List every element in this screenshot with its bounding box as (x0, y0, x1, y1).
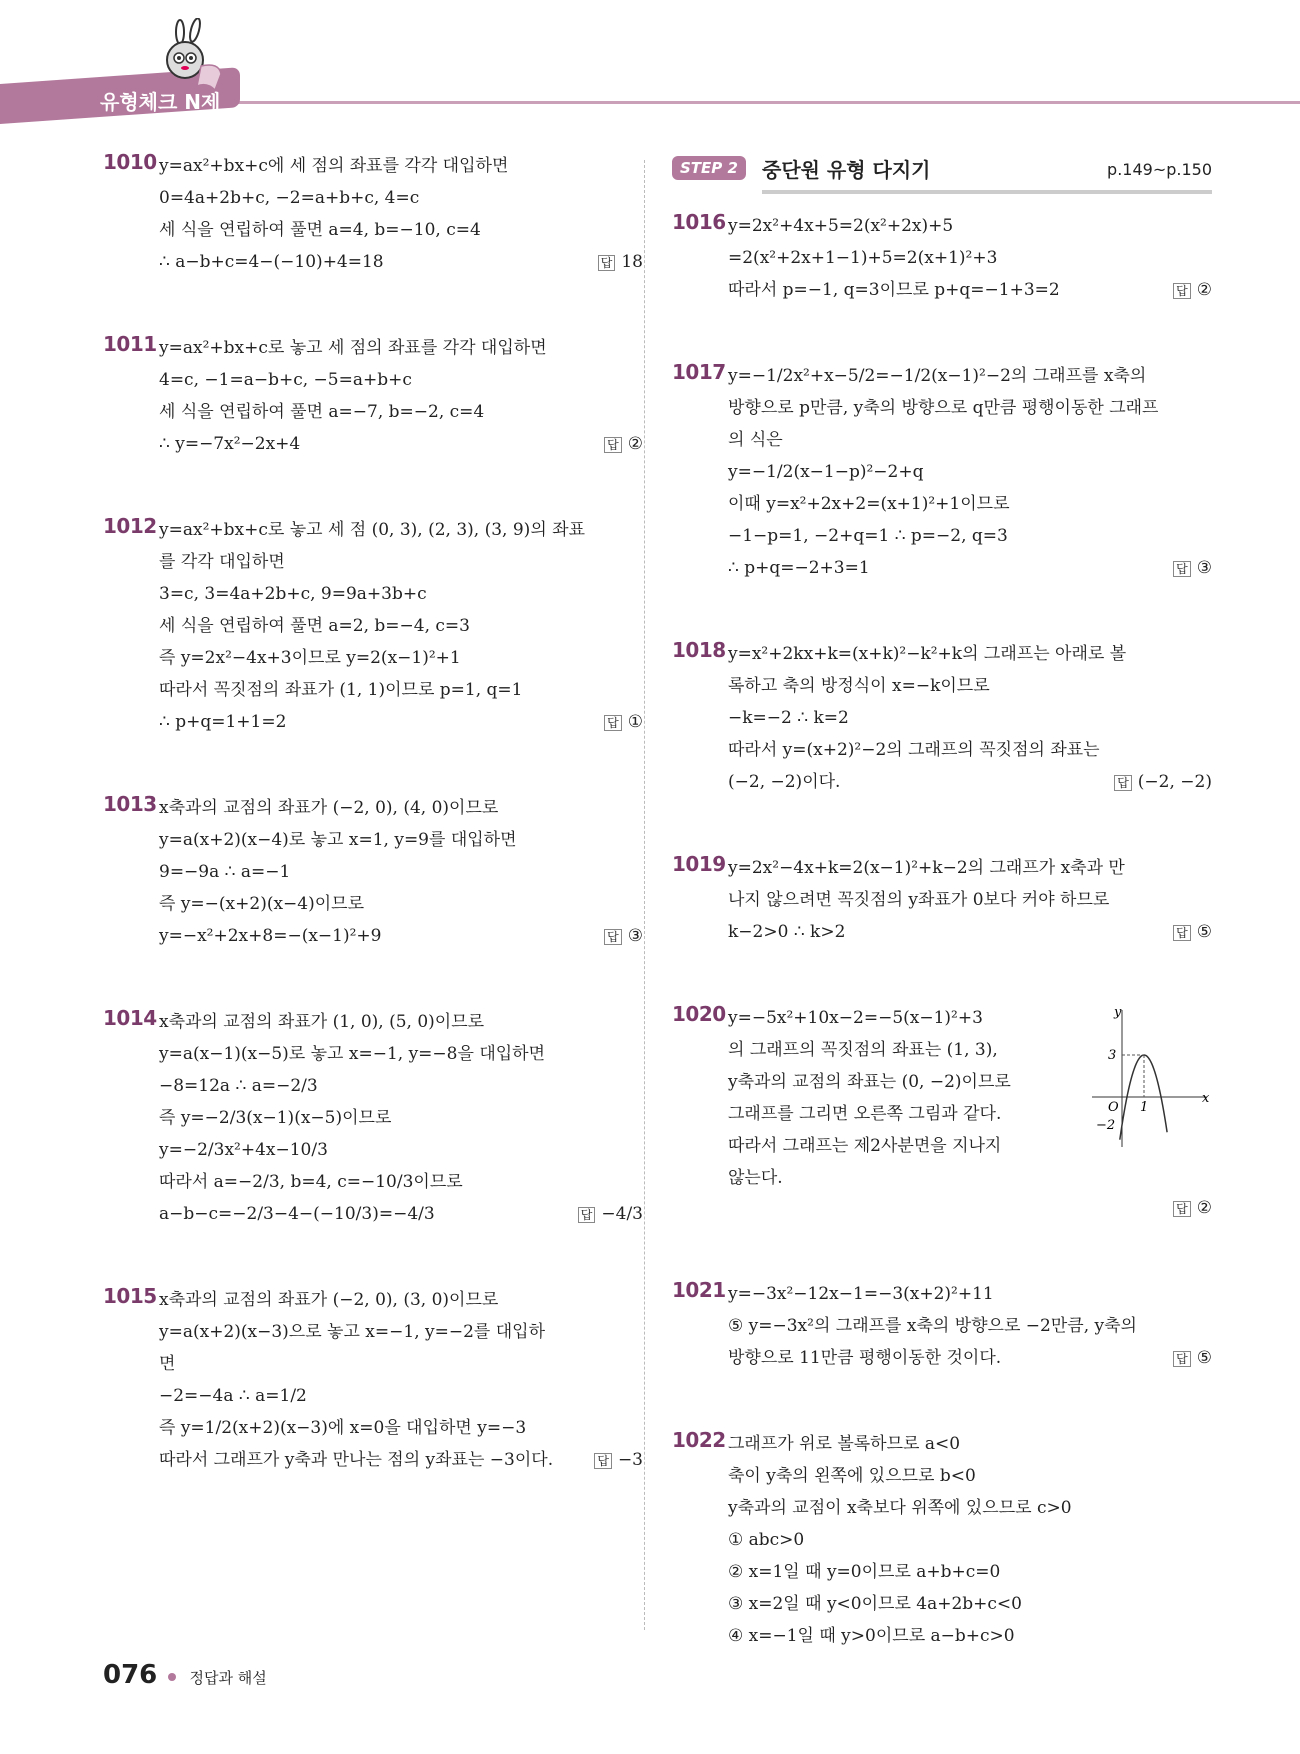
column-divider (644, 160, 645, 1630)
answer-value: −4/3 (601, 1204, 643, 1224)
step-page-range: p.149~p.150 (1107, 160, 1212, 179)
solution-line: 따라서 꼭짓점의 좌표가 (1, 1)이므로 p=1, q=1 (159, 680, 523, 700)
solution-line: y=2x²+4x+5=2(x²+2x)+5 (728, 216, 954, 236)
solution-line: y=−1/2x²+x−5/2=−1/2(x−1)²−2의 그래프를 x축의 (728, 366, 1147, 386)
problem-number: 1013 (103, 792, 157, 816)
solution-body (159, 1006, 643, 1230)
solution-line: x축과의 교점의 좌표가 (−2, 0), (3, 0)이므로 (159, 1290, 499, 1310)
answer-value: ② (627, 434, 643, 454)
header-rule (230, 101, 1300, 104)
solution-line: y=ax²+bx+c로 놓고 세 점의 좌표를 각각 대입하면 (159, 338, 547, 358)
answer-label: 답 (1173, 561, 1191, 577)
solution-line: 그래프를 그리면 오른쪽 그림과 같다. (728, 1104, 1002, 1124)
solution-line: 즉 y=−(x+2)(x−4)이므로 (159, 894, 365, 914)
solution-line: 세 식을 연립하여 풀면 a=4, b=−10, c=4 (159, 220, 481, 240)
solution-line: 즉 y=1/2(x+2)(x−3)에 x=0을 대입하면 y=−3 (159, 1418, 527, 1438)
solution-line: y=−x²+2x+8=−(x−1)²+9 (159, 926, 382, 946)
problem-number: 1018 (672, 638, 726, 662)
header-title: 유형체크 N제 (100, 90, 221, 114)
solution-line: ① abc>0 (728, 1530, 805, 1550)
answer-label: 답 (578, 1207, 596, 1223)
page-header (0, 0, 1300, 130)
page-footer (103, 1660, 267, 1690)
mascot-icon (155, 18, 225, 98)
problem-1016 (672, 210, 1212, 304)
solution-line: −k=−2 ∴ k=2 (728, 708, 849, 728)
problem-1010 (103, 150, 643, 276)
answer-value: ③ (627, 926, 643, 946)
solution-body (159, 514, 643, 738)
parabola-graph (1092, 1002, 1212, 1152)
solution-body (728, 360, 1212, 584)
answer-value: ③ (1196, 558, 1212, 578)
solution-line: 축이 y축의 왼쪽에 있으므로 b<0 (728, 1466, 976, 1486)
solution-line: 를 각각 대입하면 (159, 552, 285, 572)
answer-label: 답 (1173, 1351, 1191, 1367)
answer-label: 답 (604, 929, 622, 945)
step-badge: STEP 2 (672, 156, 746, 180)
solution-line: 0=4a+2b+c, −2=a+b+c, 4=c (159, 188, 420, 208)
solution-line: y=2x²−4x+k=2(x−1)²+k−2의 그래프가 x축과 만 (728, 858, 1125, 878)
solution-line: 세 식을 연립하여 풀면 a=2, b=−4, c=3 (159, 616, 470, 636)
solution-line: y=−2/3x²+4x−10/3 (159, 1140, 328, 1160)
solution-line: −1−p=1, −2+q=1 ∴ p=−2, q=3 (728, 526, 1008, 546)
answer-value: ② (1196, 280, 1212, 300)
problem-number: 1019 (672, 852, 726, 876)
answer-value: (−2, −2) (1137, 772, 1212, 792)
x-axis-label: x (1202, 1091, 1210, 1106)
problem-number: 1021 (672, 1278, 726, 1302)
problem-1021 (672, 1278, 1212, 1372)
problem-1013 (103, 792, 643, 950)
step-title: 중단원 유형 다지기 (762, 158, 931, 182)
solution-line: y=a(x−1)(x−5)로 놓고 x=−1, y=−8을 대입하면 (159, 1044, 546, 1064)
solution-line: 방향으로 p만큼, y축의 방향으로 q만큼 평행이동한 그래프 (728, 398, 1159, 418)
problem-1012 (103, 514, 643, 736)
problem-number: 1017 (672, 360, 726, 384)
solution-line: 나지 않으려면 꼭짓점의 y좌표가 0보다 커야 하므로 (728, 890, 1110, 910)
solution-line: 따라서 그래프는 제2사분면을 지나지 (728, 1136, 1002, 1156)
solution-line: 즉 y=2x²−4x+3이므로 y=2(x−1)²+1 (159, 648, 461, 668)
x-tick-label: 1 (1140, 1100, 1149, 1115)
solution-line: 4=c, −1=a−b+c, −5=a+b+c (159, 370, 412, 390)
answer-value: ② (1196, 1198, 1212, 1218)
solution-line: ∴ p+q=−2+3=1 (728, 558, 870, 578)
answer-value: 18 (621, 252, 643, 272)
solution-line: 세 식을 연립하여 풀면 a=−7, b=−2, c=4 (159, 402, 485, 422)
solution-line: (−2, −2)이다. (728, 772, 841, 792)
problem-number: 1011 (103, 332, 157, 356)
answer (672, 1194, 1212, 1222)
solution-line: x축과의 교점의 좌표가 (1, 0), (5, 0)이므로 (159, 1012, 485, 1032)
solution-line: 면 (159, 1354, 176, 1374)
solution-line: −2=−4a ∴ a=1/2 (159, 1386, 307, 1406)
solution-line: 3=c, 3=4a+2b+c, 9=9a+3b+c (159, 584, 427, 604)
problem-1020 (672, 1002, 1212, 1222)
problem-1019 (672, 852, 1212, 946)
answer-value: ⑤ (1196, 922, 1212, 942)
solution-line: ② x=1일 때 y=0이므로 a+b+c=0 (728, 1562, 1001, 1582)
solution-line: y축과의 교점의 좌표는 (0, −2)이므로 (728, 1072, 1011, 1092)
solution-body (728, 1428, 1212, 1652)
answer-label: 답 (594, 1453, 612, 1469)
problem-1011 (103, 332, 643, 458)
solution-line: 따라서 y=(x+2)²−2의 그래프의 꼭짓점의 좌표는 (728, 740, 1100, 760)
solution-line: y=ax²+bx+c로 놓고 세 점 (0, 3), (2, 3), (3, 9)의 좌표 (159, 520, 585, 540)
solution-line: 의 식은 (728, 430, 783, 450)
problem-number: 1010 (103, 150, 157, 174)
solution-line: ⑤ y=−3x²의 그래프를 x축의 방향으로 −2만큼, y축의 (728, 1316, 1137, 1336)
problem-number: 1016 (672, 210, 726, 234)
solution-line: y=−1/2(x−1−p)²−2+q (728, 462, 924, 482)
solution-line: y=−3x²−12x−1=−3(x+2)²+11 (728, 1284, 994, 1304)
solution-line: 그래프가 위로 볼록하므로 a<0 (728, 1434, 961, 1454)
solution-line: ③ x=2일 때 y<0이므로 4a+2b+c<0 (728, 1594, 1022, 1614)
problem-number: 1015 (103, 1284, 157, 1308)
answer-value: ⑤ (1196, 1348, 1212, 1368)
y-axis-label: y (1114, 1005, 1122, 1020)
solution-line: ④ x=−1일 때 y>0이므로 a−b+c>0 (728, 1626, 1015, 1646)
solution-line: y축과의 교점이 x축보다 위쪽에 있으므로 c>0 (728, 1498, 1072, 1518)
right-column (672, 150, 1212, 1708)
answer-label: 답 (1173, 925, 1191, 941)
solution-line: 따라서 그래프가 y축과 만나는 점의 y좌표는 −3이다. (159, 1450, 554, 1470)
solution-line: −8=12a ∴ a=−2/3 (159, 1076, 318, 1096)
solution-line: 의 그래프의 꼭짓점의 좌표는 (1, 3), (728, 1040, 998, 1060)
problem-1018 (672, 638, 1212, 796)
answer-label: 답 (604, 437, 622, 453)
solution-line: 방향으로 11만큼 평행이동한 것이다. (728, 1348, 1002, 1368)
answer-label: 답 (1173, 1201, 1191, 1217)
footer-dot (168, 1673, 176, 1681)
origin-label: O (1108, 1100, 1119, 1115)
y-tick-label-top: 3 (1108, 1048, 1117, 1063)
problem-1015 (103, 1284, 643, 1474)
solution-line: 록하고 축의 방정식이 x=−k이므로 (728, 676, 990, 696)
problem-number: 1014 (103, 1006, 157, 1030)
answer-value: ① (627, 712, 643, 732)
problem-1017 (672, 360, 1212, 582)
y-tick-label-bottom: −2 (1096, 1118, 1116, 1133)
solution-line: y=ax²+bx+c에 세 점의 좌표를 각각 대입하면 (159, 156, 509, 176)
solution-line: 9=−9a ∴ a=−1 (159, 862, 291, 882)
solution-line: ∴ y=−7x²−2x+4 (159, 434, 301, 454)
answer-value: −3 (617, 1450, 643, 1470)
solution-line: 않는다. (728, 1168, 783, 1188)
solution-line: 즉 y=−2/3(x−1)(x−5)이므로 (159, 1108, 392, 1128)
solution-line: y=a(x+2)(x−3)으로 놓고 x=−1, y=−2를 대입하 (159, 1322, 546, 1342)
solution-line: =2(x²+2x+1−1)+5=2(x+1)²+3 (728, 248, 998, 268)
solution-line: ∴ p+q=1+1=2 (159, 712, 287, 732)
solution-line: y=a(x+2)(x−4)로 놓고 x=1, y=9를 대입하면 (159, 830, 517, 850)
solution-line: 이때 y=x²+2x+2=(x+1)²+1이므로 (728, 494, 1010, 514)
problem-number: 1022 (672, 1428, 726, 1452)
solution-line: a−b−c=−2/3−4−(−10/3)=−4/3 (159, 1204, 435, 1224)
solution-line: y=−5x²+10x−2=−5(x−1)²+3 (728, 1008, 983, 1028)
solution-line: 따라서 p=−1, q=3이므로 p+q=−1+3=2 (728, 280, 1060, 300)
answer-label: 답 (598, 255, 616, 271)
answer-label: 답 (1114, 775, 1132, 791)
step-header (672, 150, 1212, 196)
answer-label: 답 (604, 715, 622, 731)
problem-number: 1012 (103, 514, 157, 538)
page-number: 076 (103, 1660, 158, 1690)
solution-line: y=x²+2kx+k=(x+k)²−k²+k의 그래프는 아래로 볼 (728, 644, 1127, 664)
solution-line: ∴ a−b+c=4−(−10)+4=18 (159, 252, 384, 272)
step-rule (762, 190, 1212, 194)
problem-1014 (103, 1006, 643, 1228)
solution-line: x축과의 교점의 좌표가 (−2, 0), (4, 0)이므로 (159, 798, 499, 818)
problem-number: 1020 (672, 1002, 726, 1026)
solution-line: k−2>0 ∴ k>2 (728, 922, 846, 942)
solution-line: 따라서 a=−2/3, b=4, c=−10/3이므로 (159, 1172, 463, 1192)
answer-label: 답 (1173, 283, 1191, 299)
footer-label: 정답과 해설 (189, 1669, 267, 1687)
left-column (103, 150, 643, 1530)
problem-1022 (672, 1428, 1212, 1652)
